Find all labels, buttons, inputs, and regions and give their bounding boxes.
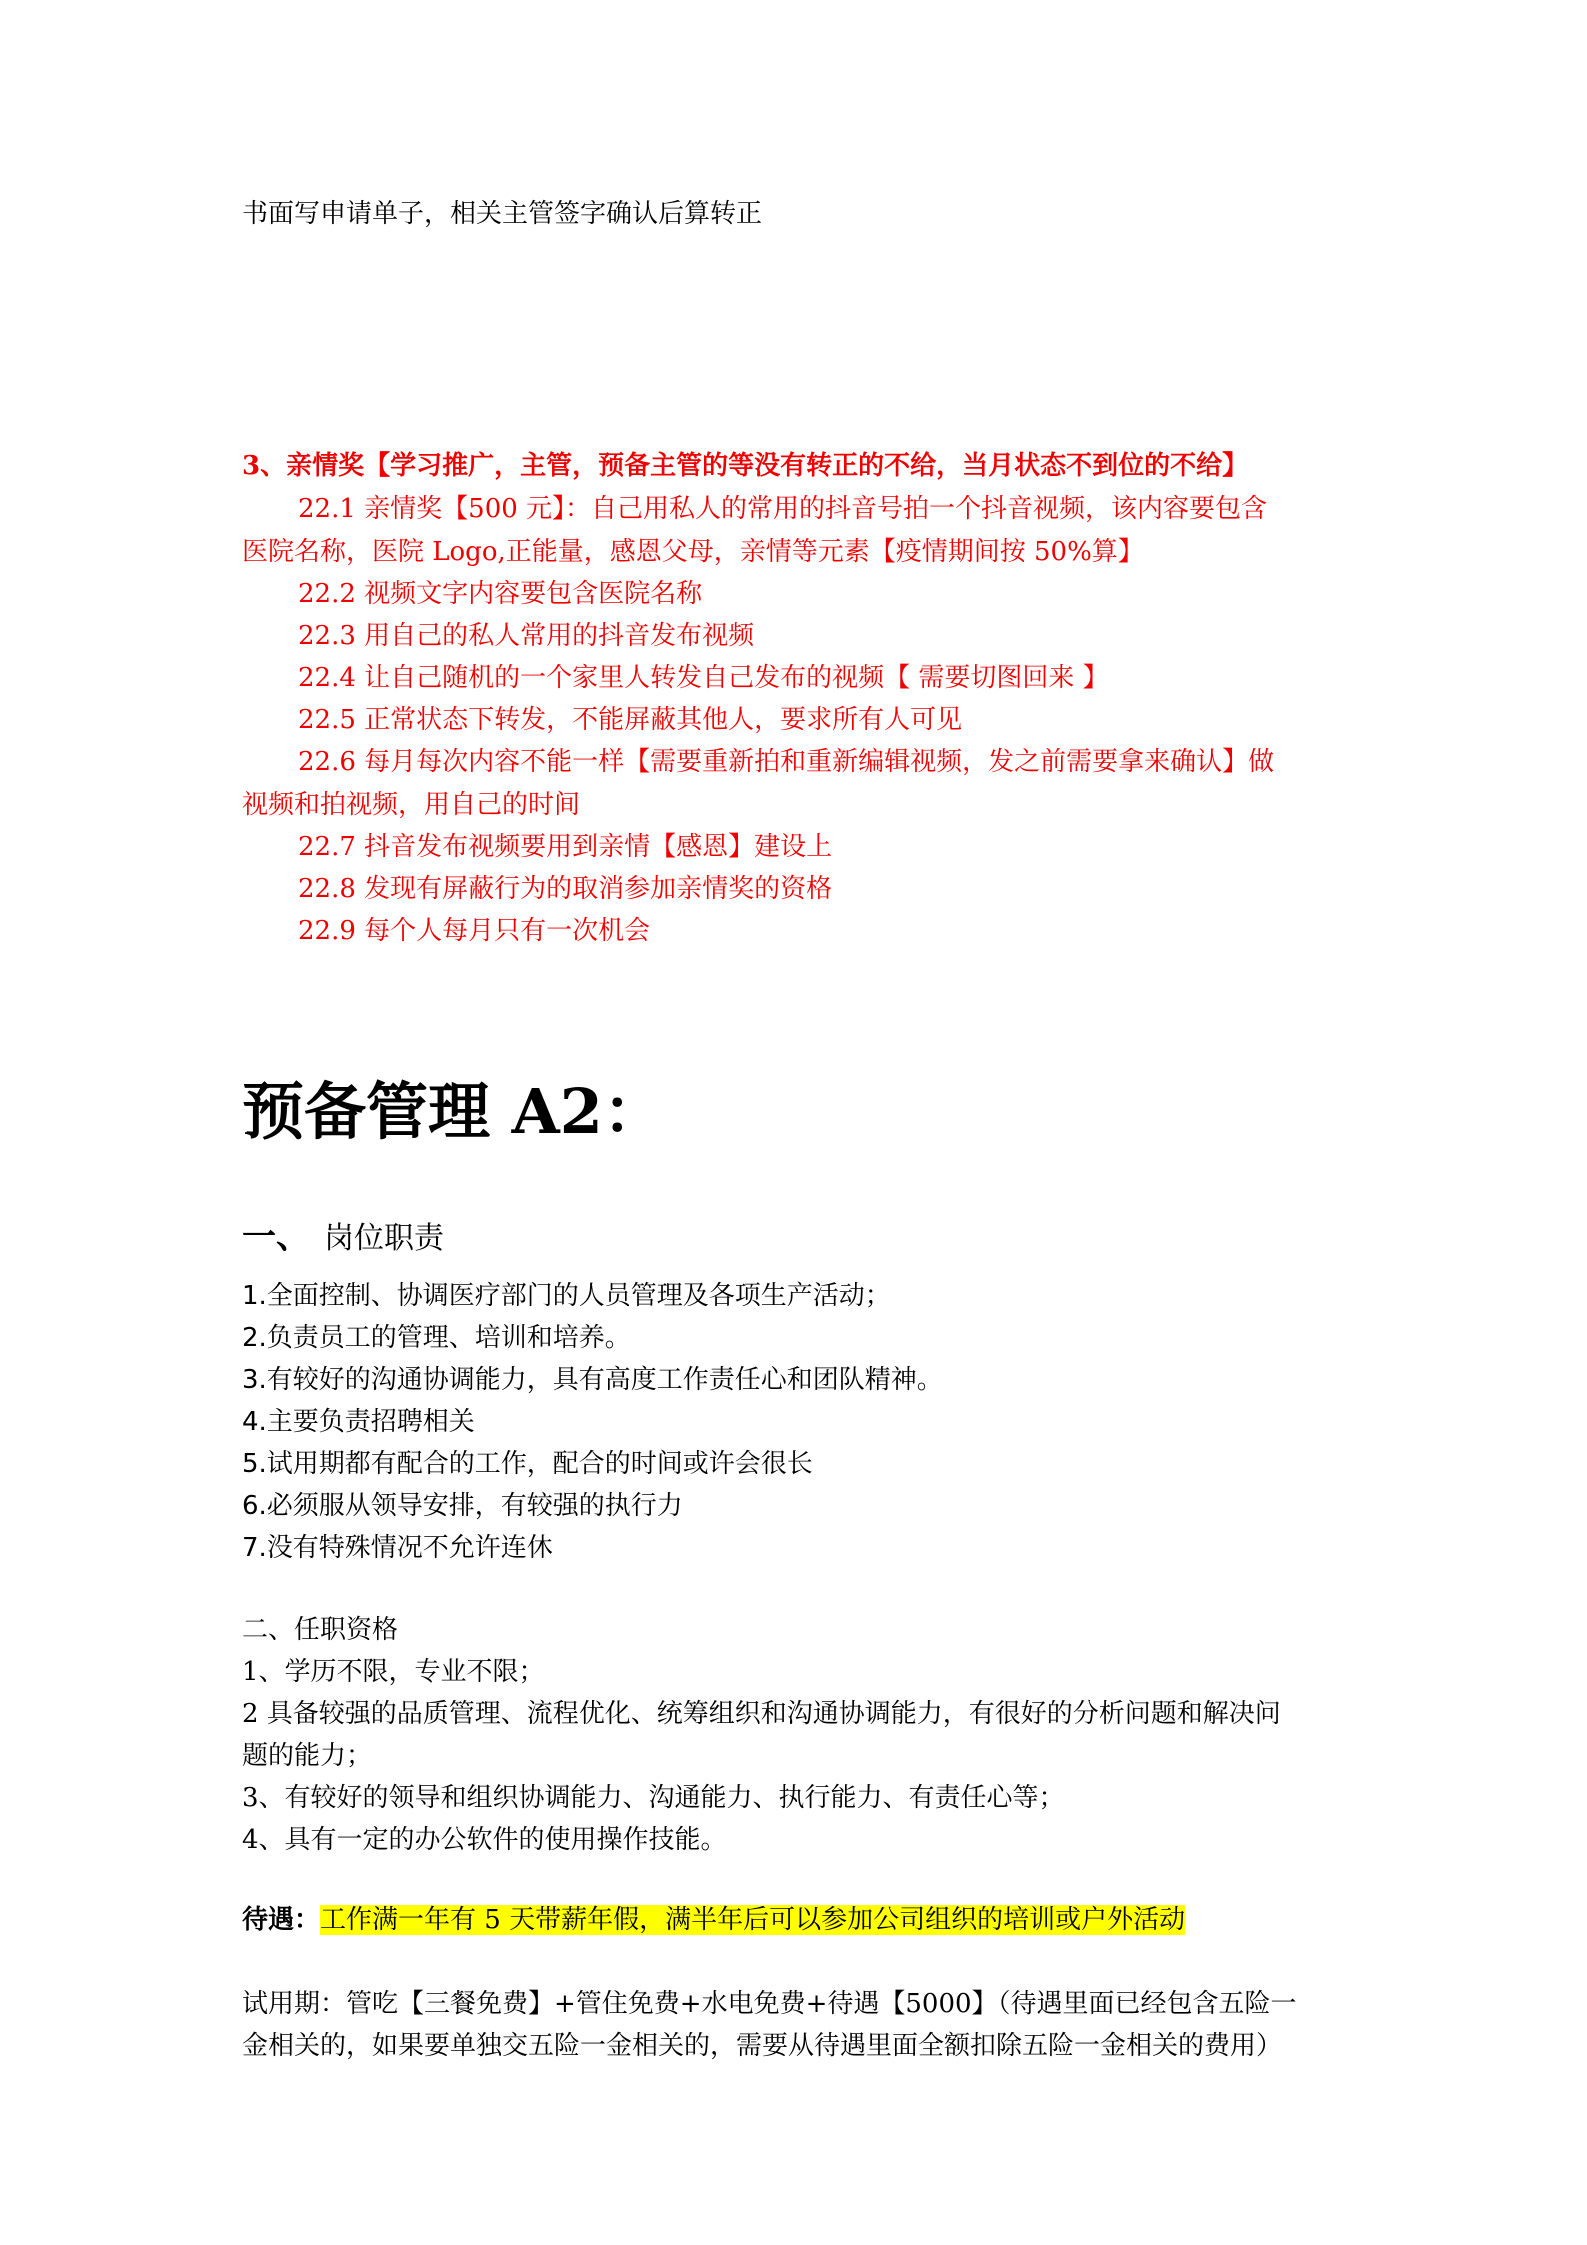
qualification-item-2-line1: 2 具备较强的品质管理、流程优化、统筹组织和沟通协调能力，有很好的分析问题和解决问	[242, 1699, 1281, 1729]
family-award-item-6-line2: 视频和拍视频，用自己的时间	[242, 790, 581, 820]
family-award-item-2: 22.2 视频文字内容要包含医院名称	[298, 579, 703, 609]
family-award-item-4: 22.4 让自己随机的一个家里人转发自己发布的视频【 需要切图回来 】	[298, 663, 1109, 693]
duty-item-2: 2.负责员工的管理、培训和培养。	[242, 1323, 631, 1353]
duty-item-3: 3.有较好的沟通协调能力，具有高度工作责任心和团队精神。	[242, 1365, 943, 1395]
duty-item-5: 5.试用期都有配合的工作，配合的时间或许会很长	[242, 1449, 813, 1479]
family-award-item-6-line1: 22.6 每月每次内容不能一样【需要重新拍和重新编辑视频，发之前需要拿来确认】做	[298, 747, 1275, 777]
intro-line: 书面写申请单子，相关主管签字确认后算转正	[242, 199, 763, 229]
duty-item-1: 1.全面控制、协调医疗部门的人员管理及各项生产活动；	[242, 1281, 891, 1311]
benefits-row	[242, 1903, 1185, 1937]
family-award-item-9: 22.9 每个人每月只有一次机会	[298, 916, 651, 946]
family-award-item-5: 22.5 正常状态下转发，不能屏蔽其他人，要求所有人可见	[298, 705, 963, 735]
benefits-label: 待遇：	[242, 1905, 321, 1935]
qualification-item-4: 4、具有一定的办公软件的使用操作技能。	[242, 1825, 727, 1855]
probation-line1: 试用期：管吃【三餐免费】+管住免费+水电免费+待遇【5000】（待遇里面已经包含五险一	[242, 1989, 1297, 2019]
family-award-item-7: 22.7 抖音发布视频要用到亲情【感恩】建设上	[298, 832, 833, 862]
family-award-item-8: 22.8 发现有屏蔽行为的取消参加亲情奖的资格	[298, 874, 833, 904]
section-title: 预备管理 A2：	[242, 1075, 665, 1148]
qualification-item-3: 3、有较好的领导和组织协调能力、沟通能力、执行能力、有责任心等；	[242, 1783, 1065, 1813]
duties-number: 一、	[242, 1217, 310, 1257]
family-award-item-3: 22.3 用自己的私人常用的抖音发布视频	[298, 621, 755, 651]
duty-item-7: 7.没有特殊情况不允许连休	[242, 1533, 553, 1563]
qualifications-heading: 二、任职资格	[242, 1615, 399, 1645]
qualification-item-1: 1、学历不限，专业不限；	[242, 1657, 545, 1687]
duty-item-6: 6.必须服从领导安排，有较强的执行力	[242, 1491, 683, 1521]
family-award-item-1-line1: 22.1 亲情奖【500 元】：自己用私人的常用的抖音号拍一个抖音视频，该内容要包含	[298, 494, 1268, 524]
probation-line2: 金相关的，如果要单独交五险一金相关的，需要从待遇里面全额扣除五险一金相关的费用）	[242, 2031, 1283, 2061]
family-award-item-1-line2: 医院名称，医院 Logo,正能量，感恩父母，亲情等元素【疫情期间按 50%算】	[242, 537, 1144, 567]
duty-item-4: 4.主要负责招聘相关	[242, 1407, 475, 1437]
family-award-heading: 3、亲情奖【学习推广，主管，预备主管的等没有转正的不给，当月状态不到位的不给】	[242, 451, 1249, 481]
duties-heading: 岗位职责	[324, 1221, 444, 1256]
duties-heading-row	[242, 1217, 444, 1257]
qualification-item-2-line2: 题的能力；	[242, 1741, 373, 1771]
benefits-text: 工作满一年有 5 天带薪年假，满半年后可以参加公司组织的培训或户外活动	[320, 1905, 1186, 1935]
